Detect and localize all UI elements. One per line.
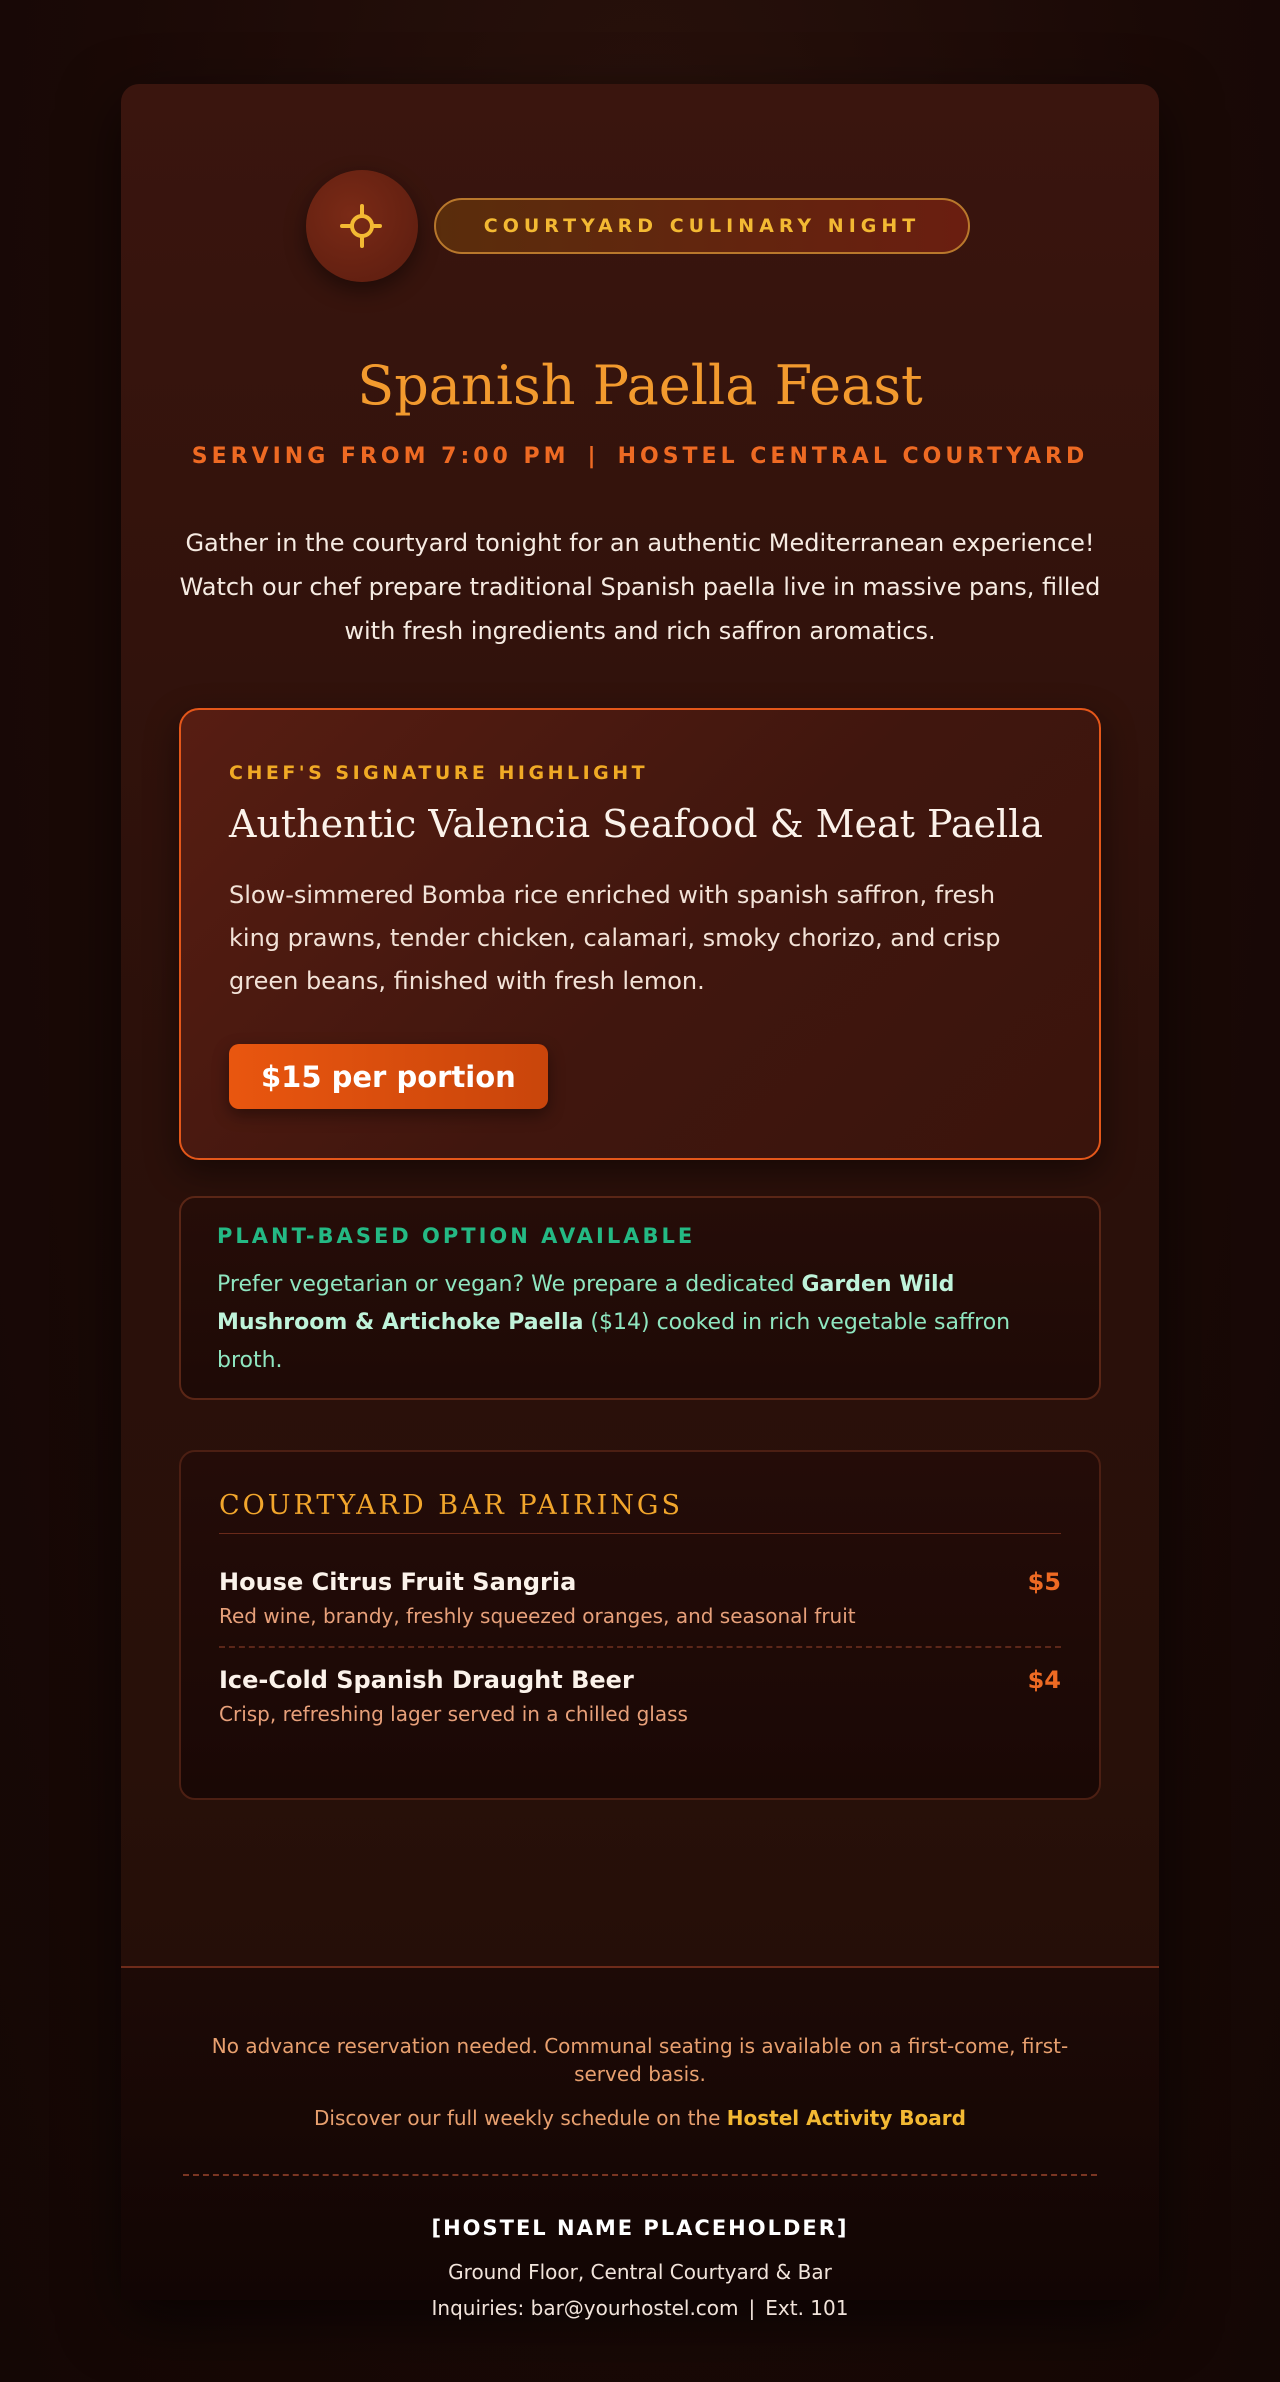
intro-text: Gather in the courtyard tonight for an authentic Mediterranean experience! Watch our chef prepare traditional Spanish paella live in massive pans, filled with fresh ingredients and rich saffron aromatics. [179,529,1101,645]
drink-note: Crisp, refreshing lager served in a chilled glass [219,1702,688,1726]
drink-price: $5 [1027,1568,1061,1596]
drink-name: House Citrus Fruit Sangria [219,1568,577,1596]
logo-badge [306,170,418,282]
event-location: HOSTEL CENTRAL COURTYARD [617,444,1089,469]
inquiries-email: Inquiries: bar@yourhostel.com [431,2296,739,2320]
plant-based-card [179,1196,1101,1400]
bar-pairings-heading: COURTYARD BAR PAIRINGS [219,1490,1061,1534]
signature-dish-name: Authentic Valencia Seafood & Meat Paella [229,802,1043,846]
plant-dish-name: Garden Wild Mushroom & Artichoke Paella [217,1272,955,1335]
activity-board-link[interactable]: Hostel Activity Board [726,2106,966,2130]
event-card [121,84,1159,2320]
drink-note: Red wine, brandy, freshly squeezed oranges, and seasonal fruit [219,1604,856,1628]
plant-text-lead: Prefer vegetarian or vegan? We prepare a dedicated [217,1272,802,1297]
hero-header [121,170,1159,282]
event-badge: COURTYARD CULINARY NIGHT [434,198,970,254]
drink-name: Ice-Cold Spanish Draught Beer [219,1666,634,1694]
drink-price: $4 [1027,1666,1061,1694]
contact-separator: | [748,2296,756,2320]
subtitle-separator: | [587,444,600,469]
signature-kicker: CHEF'S SIGNATURE HIGHLIGHT [229,762,649,784]
plant-kicker: PLANT-BASED OPTION AVAILABLE [217,1224,696,1248]
serving-time: SERVING FROM 7:00 PM [191,444,570,469]
page-title: Spanish Paella Feast [357,354,923,417]
signature-dish-description: Slow-simmered Bomba rice enriched with spanish saffron, fresh king prawns, tender chicken, calamari, smoky chorizo, and crisp green beans, finished with fresh lemon. [229,881,1001,995]
hostel-address: Ground Floor, Central Courtyard & Bar [448,2260,832,2284]
reservation-note: No advance reservation needed. Communal seating is available on a first-come, first-served basis. [211,2034,1069,2086]
phone-extension: Ext. 101 [765,2296,849,2320]
footer [121,1966,1159,2320]
footer-divider [183,2174,1097,2176]
price-badge: $15 per portion [229,1044,548,1109]
hostel-contact [121,2296,1159,2320]
plant-description [217,1266,1069,1380]
event-subtitle [121,444,1159,469]
plant-text-tail: ($14) cooked in rich vegetable saffron broth. [217,1310,1011,1373]
schedule-note-text: Discover our full weekly schedule on the [314,2106,727,2130]
signature-dish-card [179,708,1101,1160]
hostel-name: [HOSTEL NAME PLACEHOLDER] [431,2216,849,2240]
crosshair-pan-icon [338,202,386,250]
schedule-note [121,2106,1159,2130]
bar-pairings-card [179,1450,1101,1800]
